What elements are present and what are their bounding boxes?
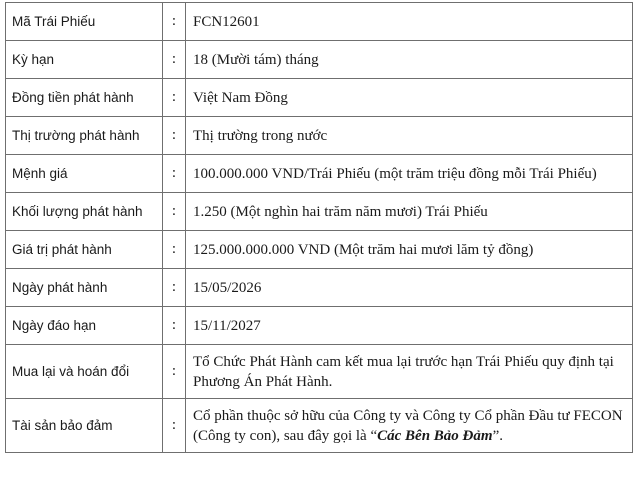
row-value-issue-date: 15/05/2026	[186, 269, 633, 307]
row-label-currency: Đồng tiền phát hành	[6, 79, 163, 117]
row-separator: :	[163, 79, 186, 117]
row-label-term: Kỳ hạn	[6, 41, 163, 79]
row-value-maturity-date: 15/11/2027	[186, 307, 633, 345]
row-label-buyback: Mua lại và hoán đổi	[6, 345, 163, 399]
row-label-collateral: Tài sản bảo đảm	[6, 399, 163, 453]
table-row	[6, 193, 633, 231]
row-separator: :	[163, 193, 186, 231]
collateral-text-after: ”.	[492, 427, 503, 444]
table-row	[6, 79, 633, 117]
row-value-buyback: Tổ Chức Phát Hành cam kết mua lại trước hạn Trái Phiếu quy định tại Phương Án Phát Hành.	[186, 345, 633, 399]
row-label-bond-code: Mã Trái Phiếu	[6, 3, 163, 41]
row-separator: :	[163, 3, 186, 41]
row-value-par-value: 100.000.000 VND/Trái Phiếu (một trăm triệu đồng mỗi Trái Phiếu)	[186, 155, 633, 193]
table-row	[6, 117, 633, 155]
table-row	[6, 269, 633, 307]
row-value-market: Thị trường trong nước	[186, 117, 633, 155]
row-separator: :	[163, 307, 186, 345]
row-value-issue-value: 125.000.000.000 VND (Một trăm hai mươi lăm tỷ đồng)	[186, 231, 633, 269]
table-row	[6, 41, 633, 79]
row-value-term: 18 (Mười tám) tháng	[186, 41, 633, 79]
table-row	[6, 231, 633, 269]
row-label-par-value: Mệnh giá	[6, 155, 163, 193]
row-value-issue-volume: 1.250 (Một nghìn hai trăm năm mươi) Trái Phiếu	[186, 193, 633, 231]
row-separator: :	[163, 399, 186, 453]
row-label-issue-volume: Khối lượng phát hành	[6, 193, 163, 231]
bond-terms-document	[5, 2, 633, 453]
row-separator: :	[163, 345, 186, 399]
row-value-collateral	[186, 399, 633, 453]
row-separator: :	[163, 155, 186, 193]
row-value-currency: Việt Nam Đồng	[186, 79, 633, 117]
table-row	[6, 345, 633, 399]
collateral-text-before: Cổ phần thuộc sở hữu của Công ty và Công ty Cổ phần Đầu tư FECON (Công ty con), sau đây gọi là “	[193, 407, 623, 444]
row-label-market: Thị trường phát hành	[6, 117, 163, 155]
table-row	[6, 155, 633, 193]
row-separator: :	[163, 269, 186, 307]
table-row	[6, 3, 633, 41]
table-row	[6, 307, 633, 345]
table-row	[6, 399, 633, 453]
row-separator: :	[163, 117, 186, 155]
bond-terms-table	[5, 2, 633, 453]
row-value-bond-code: FCN12601	[186, 3, 633, 41]
row-label-issue-date: Ngày phát hành	[6, 269, 163, 307]
row-separator: :	[163, 41, 186, 79]
row-separator: :	[163, 231, 186, 269]
collateral-text-emphasis: Các Bên Bảo Đảm	[377, 427, 493, 444]
row-label-maturity-date: Ngày đáo hạn	[6, 307, 163, 345]
row-label-issue-value: Giá trị phát hành	[6, 231, 163, 269]
